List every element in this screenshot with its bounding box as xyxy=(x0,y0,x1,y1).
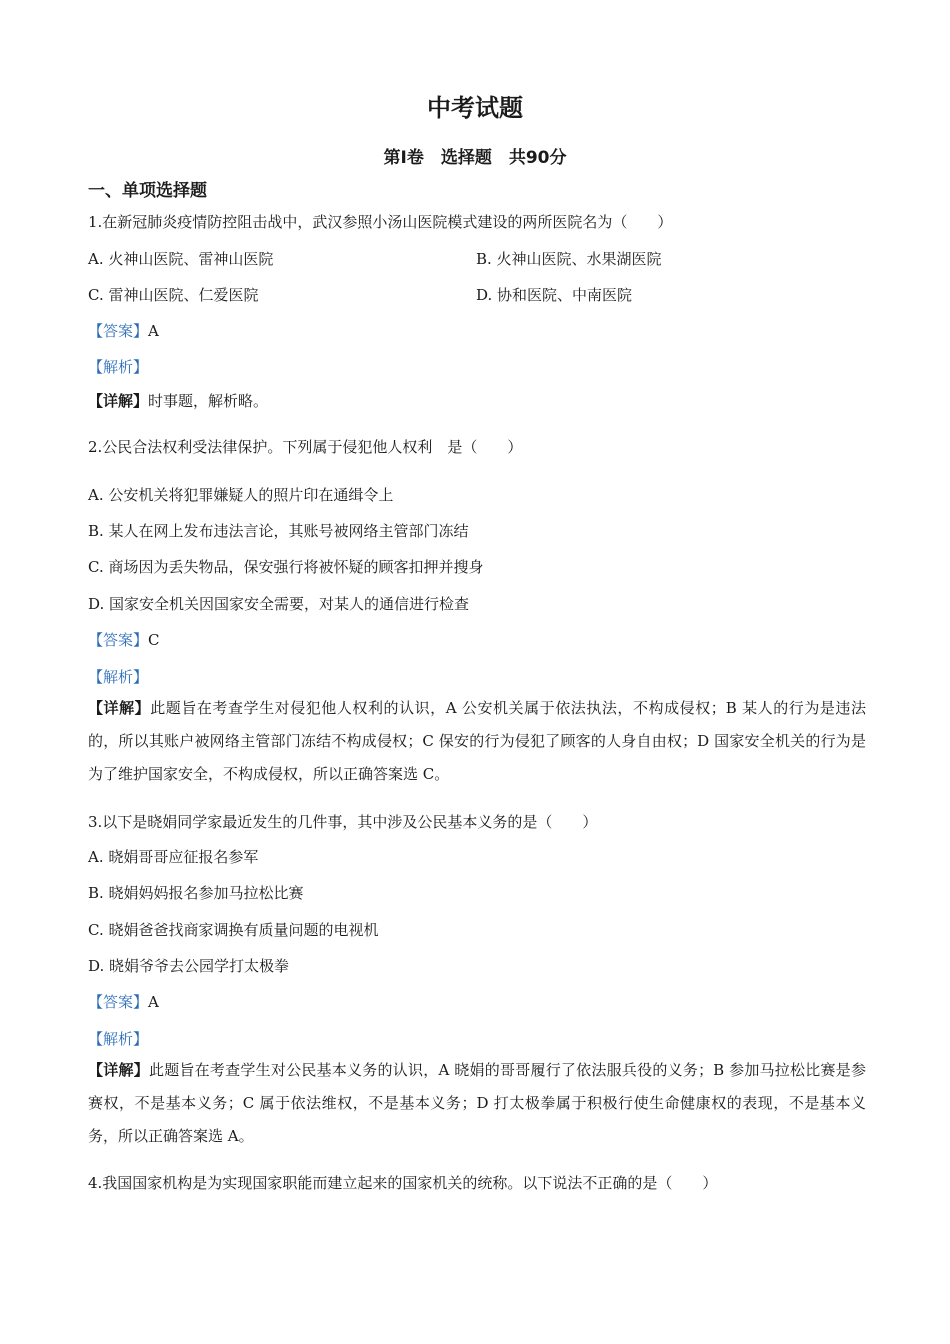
question-1-detail xyxy=(88,390,268,411)
question-3-option-b: B. 晓娟妈妈报名参加马拉松比赛 xyxy=(88,884,304,902)
question-4-stem: 4.我国国家机构是为实现国家职能而建立起来的国家机关的统称。以下说法不正确的是（ ） xyxy=(88,1174,718,1192)
question-2-option-b: B. 某人在网上发布违法言论，其账号被网络主管部门冻结 xyxy=(88,522,469,540)
detail-text: 时事题，解析略。 xyxy=(148,392,269,410)
answer-value: A xyxy=(148,322,159,340)
analysis-label: 【解析】 xyxy=(88,668,149,686)
question-2-analysis xyxy=(88,666,148,687)
analysis-label: 【解析】 xyxy=(88,358,149,376)
detail-label: 【详解】 xyxy=(88,699,151,717)
detail-text: 此题旨在考查学生对侵犯他人权利的认识，A 公安机关属于依法执法，不构成侵权；B 某人的行为是违法的，所以其账户被网络主管部门冻结不构成侵权；C 保安的行为侵犯了顾客的人身自由权；D 国家安全机关的行为是为了维护国家安全，不构成侵权，所以正确答案选 C。 xyxy=(88,699,866,783)
detail-label: 【详解】 xyxy=(88,1061,149,1079)
question-3-option-d: D. 晓娟爷爷去公园学打太极拳 xyxy=(88,957,290,975)
question-2-detail xyxy=(88,692,866,791)
question-2-answer xyxy=(88,629,160,650)
question-3-detail xyxy=(88,1054,866,1153)
question-2-option-a: A. 公安机关将犯罪嫌疑人的照片印在通缉令上 xyxy=(88,486,394,504)
question-2-stem: 2.公民合法权利受法律保护。下列属于侵犯他人权利 是（ ） xyxy=(88,438,523,456)
question-1-analysis xyxy=(88,356,148,377)
answer-value: A xyxy=(148,993,159,1011)
section-heading: 一、单项选择题 xyxy=(88,181,207,201)
answer-label: 【答案】 xyxy=(88,322,149,340)
answer-label: 【答案】 xyxy=(88,993,149,1011)
question-3-analysis xyxy=(88,1028,148,1049)
question-2-option-d: D. 国家安全机关因国家安全需要，对某人的通信进行检查 xyxy=(88,595,470,613)
question-1-option-a: A. 火神山医院、雷神山医院 xyxy=(88,250,274,268)
paper-subtitle: 第Ⅰ卷 选择题 共90分 xyxy=(383,148,567,168)
detail-label: 【详解】 xyxy=(88,392,149,410)
question-1-answer xyxy=(88,320,159,341)
question-2-option-c: C. 商场因为丢失物品，保安强行将被怀疑的顾客扣押并搜身 xyxy=(88,558,484,576)
detail-text: 此题旨在考查学生对公民基本义务的认识，A 晓娟的哥哥履行了依法服兵役的义务；B 参加马拉松比赛是参赛权，不是基本义务；C 属于依法维权，不是基本义务；D 打太极拳属于积极行使生命健康权的表现，不是基本义务，所以正确答案选 A。 xyxy=(88,1061,866,1145)
answer-value: C xyxy=(148,631,160,649)
answer-label: 【答案】 xyxy=(88,631,149,649)
question-1-option-b: B. 火神山医院、水果湖医院 xyxy=(476,250,662,268)
page-title: 中考试题 xyxy=(427,94,523,122)
question-1-stem: 1.在新冠肺炎疫情防控阻击战中，武汉参照小汤山医院模式建设的两所医院名为（ ） xyxy=(88,213,673,231)
question-1-option-c: C. 雷神山医院、仁爱医院 xyxy=(88,286,259,304)
question-3-stem: 3.以下是晓娟同学家最近发生的几件事，其中涉及公民基本义务的是（ ） xyxy=(88,813,598,831)
question-3-answer xyxy=(88,991,159,1012)
question-3-option-c: C. 晓娟爸爸找商家调换有质量问题的电视机 xyxy=(88,921,379,939)
question-1-option-d: D. 协和医院、中南医院 xyxy=(476,286,633,304)
analysis-label: 【解析】 xyxy=(88,1030,149,1048)
question-3-option-a: A. 晓娟哥哥应征报名参军 xyxy=(88,848,259,866)
